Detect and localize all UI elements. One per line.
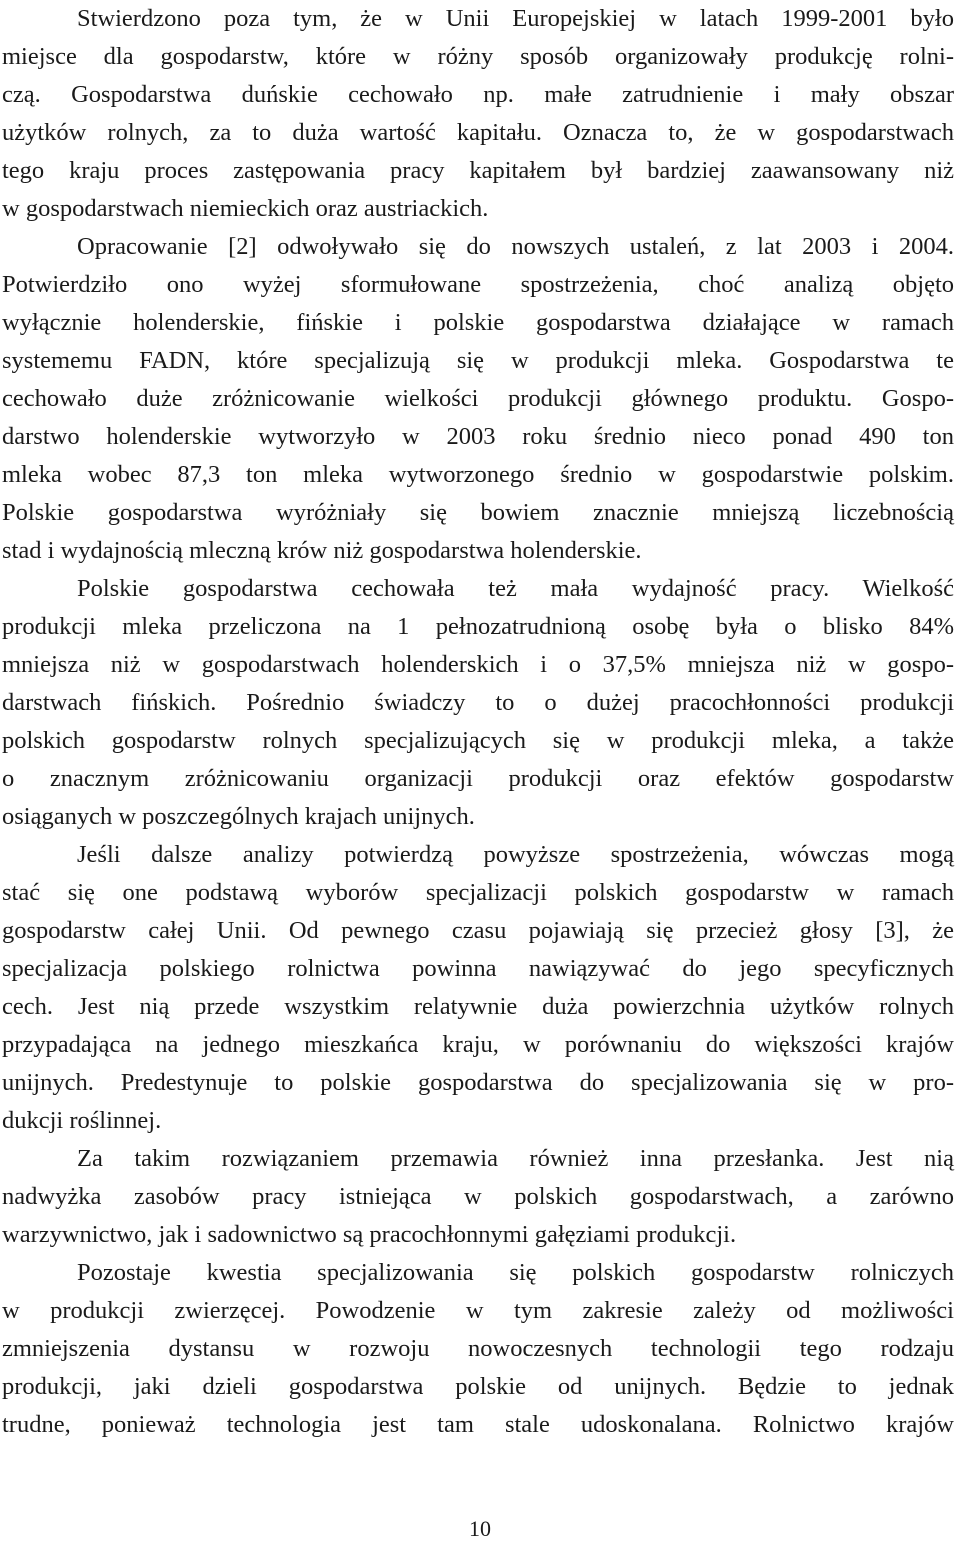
text-line: polskich gospodarstw rolnych specjalizujących się w produkcji mleka, a także xyxy=(2,727,954,754)
text-line: Opracowanie [2] odwoływało się do nowszych ustaleń, z lat 2003 i 2004. xyxy=(77,233,954,260)
text-line: Polskie gospodarstwa wyróżniały się bowiem znacznie mniejszą liczebnością xyxy=(2,499,954,526)
text-line: Stwierdzono poza tym, że w Unii Europejskiej w latach 1999-2001 było xyxy=(77,5,954,32)
page-number: 10 xyxy=(469,1516,491,1541)
text-line: nadwyżka zasobów pracy istniejąca w polskich gospodarstwach, a zarówno xyxy=(2,1183,954,1210)
text-line: Za takim rozwiązaniem przemawia również inna przesłanka. Jest nią xyxy=(77,1145,954,1172)
text-line: stad i wydajnością mleczną krów niż gospodarstwa holenderskie. xyxy=(2,537,642,564)
text-line: systememu FADN, które specjalizują się w produkcji mleka. Gospodarstwa te xyxy=(2,347,954,374)
text-line: warzywnictwo, jak i sadownictwo są pracochłonnymi gałęziami produkcji. xyxy=(2,1221,737,1248)
text-line: cechowało duże zróżnicowanie wielkości produkcji głównego produktu. Gospo- xyxy=(2,385,954,412)
text-line: użytków rolnych, za to duża wartość kapitału. Oznacza to, że w gospodarstwach xyxy=(2,119,954,146)
text-line: w produkcji zwierzęcej. Powodzenie w tym zakresie zależy od możliwości xyxy=(2,1297,954,1324)
text-line: w gospodarstwach niemieckich oraz austriackich. xyxy=(2,195,489,222)
text-line: trudne, ponieważ technologia jest tam stale udoskonalana. Rolnictwo krajów xyxy=(2,1411,954,1438)
text-line: stać się one podstawą wyborów specjalizacji polskich gospodarstw w ramach xyxy=(2,879,954,906)
text-line: gospodarstw całej Unii. Od pewnego czasu pojawiają się przecież głosy [3], że xyxy=(2,917,954,944)
text-line: Polskie gospodarstwa cechowała też mała wydajność pracy. Wielkość xyxy=(77,575,954,602)
text-line: zmniejszenia dystansu w rozwoju nowoczesnych technologii tego rodzaju xyxy=(2,1335,954,1362)
text-line: cech. Jest nią przede wszystkim relatywnie duża powierzchnia użytków rolnych xyxy=(2,993,954,1020)
text-line: darstwo holenderskie wytworzyło w 2003 roku średnio nieco ponad 490 ton xyxy=(2,423,954,450)
text-line: mniejsza niż w gospodarstwach holenderskich i o 37,5% mniejsza niż w gospo- xyxy=(2,651,954,678)
text-line: mleka wobec 87,3 ton mleka wytworzonego średnio w gospodarstwie polskim. xyxy=(2,461,954,488)
text-line: o znacznym zróżnicowaniu organizacji produkcji oraz efektów gospodarstw xyxy=(2,765,954,792)
text-line: darstwach fińskich. Pośrednio świadczy to o dużej pracochłonności produkcji xyxy=(2,689,954,716)
text-line: tego kraju proces zastępowania pracy kapitałem był bardziej zaawansowany niż xyxy=(2,157,954,184)
text-line: przypadająca na jednego mieszkańca kraju, w porównaniu do większości krajów xyxy=(2,1031,954,1058)
text-line: dukcji roślinnej. xyxy=(2,1107,162,1134)
text-line: osiąganych w poszczególnych krajach unijnych. xyxy=(2,803,475,830)
text-line: produkcji, jaki dzieli gospodarstwa polskie od unijnych. Będzie to jednak xyxy=(2,1373,954,1400)
text-line: wyłącznie holenderskie, fińskie i polskie gospodarstwa działające w ramach xyxy=(2,309,954,336)
text-line: unijnych. Predestynuje to polskie gospodarstwa do specjalizowania się w pro- xyxy=(2,1069,954,1096)
text-line: Potwierdziło ono wyżej sformułowane spostrzeżenia, choć analizą objęto xyxy=(2,271,954,298)
text-line: specjalizacja polskiego rolnictwa powinna nawiązywać do jego specyficznych xyxy=(2,955,954,982)
text-line: Jeśli dalsze analizy potwierdzą powyższe spostrzeżenia, wówczas mogą xyxy=(77,841,954,868)
text-line: Pozostaje kwestia specjalizowania się polskich gospodarstw rolniczych xyxy=(77,1259,954,1286)
text-line: produkcji mleka przeliczona na 1 pełnozatrudnioną osobę była o blisko 84% xyxy=(2,613,954,640)
text-line: czą. Gospodarstwa duńskie cechowało np. małe zatrudnienie i mały obszar xyxy=(2,81,954,108)
text-line: miejsce dla gospodarstw, które w różny sposób organizowały produkcję rolni- xyxy=(2,43,954,70)
